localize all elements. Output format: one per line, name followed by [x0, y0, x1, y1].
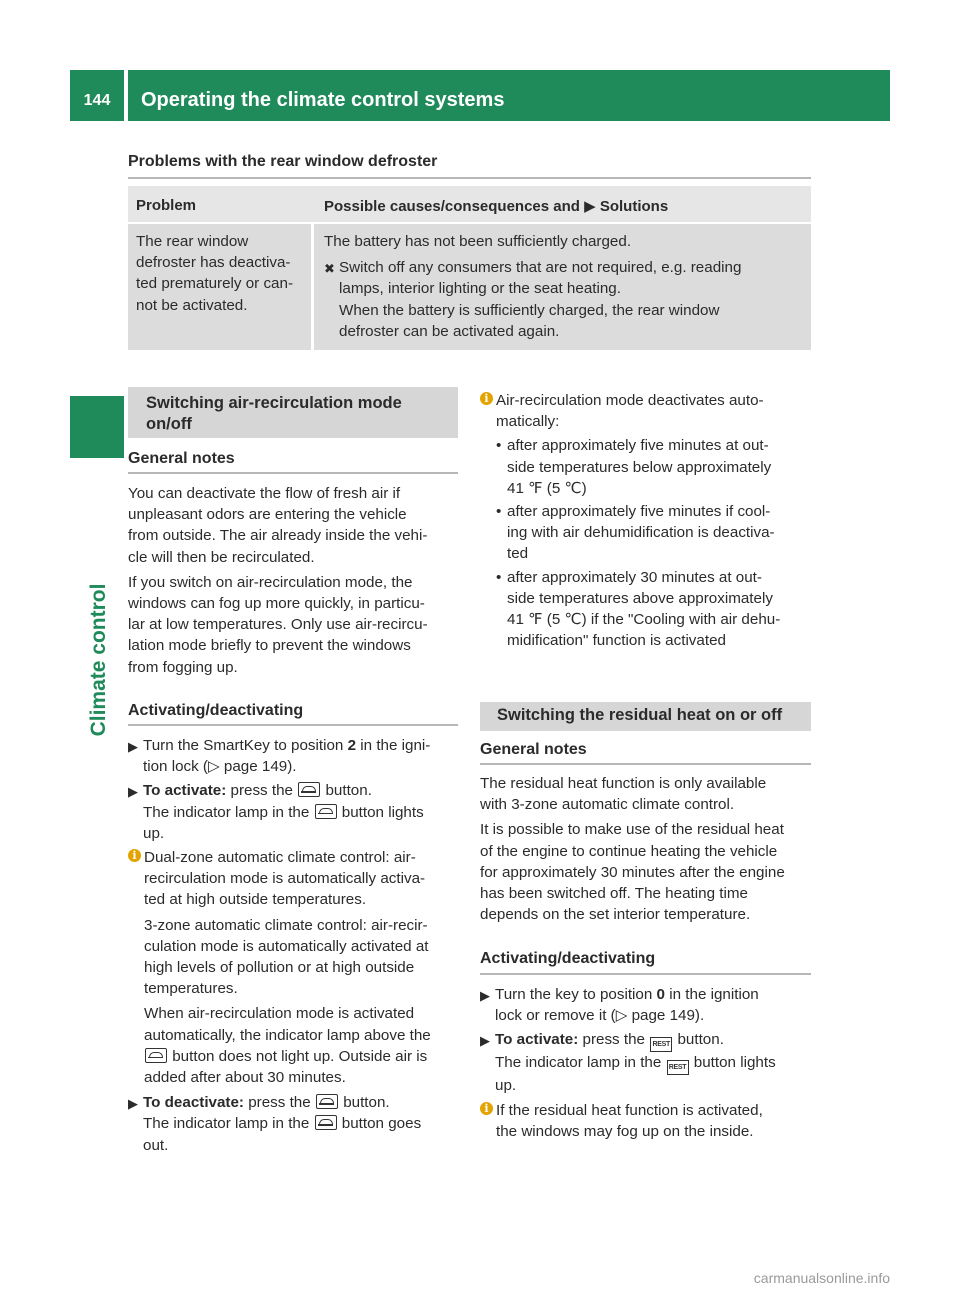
divider: [480, 763, 811, 765]
recirc-body: [128, 483, 458, 678]
text-line: If the residual heat function is activated,: [496, 1101, 763, 1119]
text-line: ing with air dehumidification is deactiva-: [507, 524, 775, 542]
text: Turn the SmartKey to position: [143, 737, 344, 754]
text-line: high levels of pollution or at high outside: [144, 959, 415, 977]
text: button lights: [693, 1054, 776, 1072]
recirculation-button-icon: [315, 1115, 337, 1130]
text-line: If you switch on air-recirculation mode, the: [128, 573, 413, 591]
text-line: ted: [507, 545, 529, 563]
watermark: carmanualsonline.info: [753, 1270, 890, 1286]
arrow-icon: ▶: [128, 739, 138, 754]
recirc-title: [146, 393, 402, 435]
text: The indicator lamp in the: [143, 803, 310, 821]
residual-activating-heading: Activating/deactivating: [480, 950, 656, 967]
text-line: You can deactivate the flow of fresh air if: [128, 485, 401, 502]
text: button.: [325, 782, 372, 800]
recirc-steps: [128, 735, 458, 1159]
text-line: has been switched off. The heating time: [480, 885, 748, 903]
info-note: [480, 1100, 810, 1142]
arrow-icon: ✖: [324, 261, 335, 277]
position-value: 0: [656, 986, 665, 1003]
label: To activate:: [495, 1031, 579, 1049]
text-line: lar at low temperatures. Only use air-recircu-: [128, 616, 428, 634]
text-line: after approximately five minutes at out-: [507, 437, 769, 455]
text-line: depends on the set interior temperature.: [480, 906, 751, 924]
solution-line: lamps, interior lighting or the seat heating.: [339, 280, 621, 298]
info-icon: i: [128, 849, 141, 862]
info-note: [128, 847, 458, 1088]
text-line: side temperatures above approximately: [507, 589, 773, 607]
page-ref: ▷ page 149).: [208, 758, 297, 776]
text: button.: [677, 1031, 724, 1049]
table-col-solutions-text: Solutions: [599, 198, 669, 215]
text-line: windows can fog up more quickly, in particu-: [128, 595, 425, 613]
text-line: matically:: [496, 413, 560, 431]
recirc-intro: [128, 483, 458, 568]
step-item: [480, 1029, 810, 1096]
label: To activate:: [143, 782, 227, 800]
text: tion lock (: [143, 758, 208, 776]
info-icon: i: [480, 1102, 493, 1115]
recirc-general-heading: General notes: [128, 450, 235, 467]
text-line: 41 ℉ (5 ℃) if the "Cooling with air dehu-: [507, 611, 781, 629]
table-col-problem: Problem: [136, 197, 197, 214]
recirculation-button-icon: [315, 804, 337, 819]
side-tab: [87, 583, 110, 737]
recirc-intro-2: [128, 572, 458, 678]
step-item: [128, 735, 458, 777]
text-line: of the engine to continue heating the vehicle: [480, 842, 778, 860]
text-line: out.: [143, 1136, 169, 1154]
residual-general-heading: General notes: [480, 741, 587, 758]
text-line: midification" function is activated: [507, 632, 726, 650]
text: press the: [248, 1094, 311, 1112]
text-line: unpleasant odors are entering the vehicle: [128, 506, 407, 524]
text-line: from outside. The air already inside the vehi-: [128, 527, 428, 545]
divider: [128, 724, 458, 726]
text: button.: [343, 1094, 390, 1112]
text: lock or remove it (: [495, 1007, 616, 1025]
recirc-title-line: Switching air-recirculation mode: [146, 394, 402, 412]
text-line: 41 ℉ (5 ℃): [507, 479, 587, 497]
residual-steps: [480, 984, 810, 1142]
text-line: Air-recirculation mode deactivates auto-: [496, 392, 764, 409]
info-icon: i: [480, 392, 493, 405]
problem-line: ted prematurely or can-: [136, 275, 294, 293]
problem-line: The rear window: [136, 233, 249, 250]
label: To deactivate:: [143, 1094, 244, 1112]
bullet-icon: •: [496, 568, 502, 586]
table-col-causes: [324, 197, 668, 215]
text-line: from fogging up.: [128, 658, 238, 676]
text-line: for approximately 30 minutes after the engine: [480, 863, 785, 881]
divider: [480, 973, 811, 975]
text: press the: [230, 782, 293, 800]
text: in the ignition: [669, 986, 759, 1003]
text-line: culation mode is automatically activated at: [144, 937, 429, 955]
arrow-icon: ▶: [480, 1033, 490, 1049]
text-line: automatically, the indicator lamp above the: [144, 1026, 431, 1044]
arrow-icon: ▶: [128, 784, 138, 800]
divider: [128, 472, 458, 474]
text-line: recirculation mode is automatically activa-: [144, 870, 426, 888]
page-title: Operating the climate control systems: [141, 89, 505, 111]
text-line: side temperatures below approximately: [507, 458, 772, 476]
info-note: [480, 390, 810, 651]
bullet-icon: •: [496, 437, 502, 455]
text-line: with 3-zone automatic climate control.: [480, 796, 735, 814]
recirculation-button-icon: [298, 782, 320, 797]
problem-line: defroster has deactiva-: [136, 254, 291, 272]
text: The indicator lamp in the: [495, 1054, 662, 1072]
arrow-icon: ▶: [584, 198, 596, 215]
text-line: It is possible to make use of the residual heat: [480, 821, 784, 839]
text-line: after approximately five minutes if cool-: [507, 503, 771, 521]
text-line: lation mode briefly to prevent the windows: [128, 637, 411, 655]
text-line: the windows may fog up on the inside.: [496, 1122, 754, 1140]
text-line: temperatures.: [144, 980, 238, 998]
text: press the: [582, 1031, 645, 1049]
solution-line: When the battery is sufficiently charged, the rear window: [339, 301, 720, 319]
position-value: 2: [347, 737, 357, 754]
page-number: 144: [83, 92, 111, 109]
text: in the igni-: [360, 737, 431, 754]
step-item: [128, 1092, 458, 1156]
text-line: When air-recirculation mode is activated: [144, 1005, 415, 1023]
text-line: 3-zone automatic climate control: air-recir-: [144, 916, 428, 934]
text: The indicator lamp in the: [143, 1115, 310, 1133]
text: Turn the key to position: [495, 986, 653, 1003]
cause-text: [324, 231, 804, 345]
list-item: [496, 435, 810, 499]
recirc-title-line: on/off: [146, 415, 192, 433]
list-item: [496, 567, 810, 652]
solution-step: [324, 257, 804, 342]
list-item: [496, 501, 810, 565]
text-line: ted at high outside temperatures.: [144, 891, 367, 909]
text-line: after approximately 30 minutes at out-: [507, 568, 762, 586]
bullet-icon: •: [496, 503, 502, 521]
text-line: cle will then be recirculated.: [128, 548, 315, 566]
text-line: added after about 30 minutes.: [144, 1069, 346, 1087]
rest-button-icon: REST: [650, 1037, 672, 1052]
side-tab-marker: [70, 396, 124, 458]
arrow-icon: ▶: [128, 1096, 138, 1112]
divider: [128, 177, 811, 179]
text: button lights: [341, 803, 424, 821]
residual-body: [480, 773, 812, 925]
text-line: The residual heat function is only available: [480, 775, 767, 792]
page-ref: ▷ page 149).: [615, 1007, 705, 1025]
defroster-heading: Problems with the rear window defroster: [128, 153, 438, 170]
residual-title: Switching the residual heat on or off: [497, 706, 783, 724]
arrow-icon: ▶: [480, 988, 490, 1003]
cause-line: The battery has not been sufficiently charged.: [324, 233, 632, 250]
recirculation-button-icon: [316, 1094, 338, 1109]
text: button does not light up. Outside air is: [172, 1047, 428, 1065]
solution-line: Switch off any consumers that are not required, e.g. reading: [339, 259, 742, 277]
step-item: [480, 984, 810, 1026]
auto-off-note: [480, 390, 810, 653]
step-item: [128, 780, 458, 844]
solution-line: defroster can be activated again.: [339, 322, 560, 340]
recirculation-button-icon: [145, 1048, 167, 1063]
text-line: Dual-zone automatic climate control: air-: [144, 849, 416, 867]
text-line: up.: [495, 1077, 517, 1095]
problem-text: [136, 231, 311, 316]
recirc-activating-heading: Activating/deactivating: [128, 702, 304, 719]
rest-button-icon: REST: [667, 1060, 689, 1075]
problem-line: not be activated.: [136, 296, 248, 314]
text: button goes: [341, 1115, 422, 1133]
text-line: up.: [143, 824, 165, 842]
table-col-causes-text: Possible causes/consequences and: [324, 198, 580, 215]
side-tab-label: Climate control: [87, 583, 110, 737]
